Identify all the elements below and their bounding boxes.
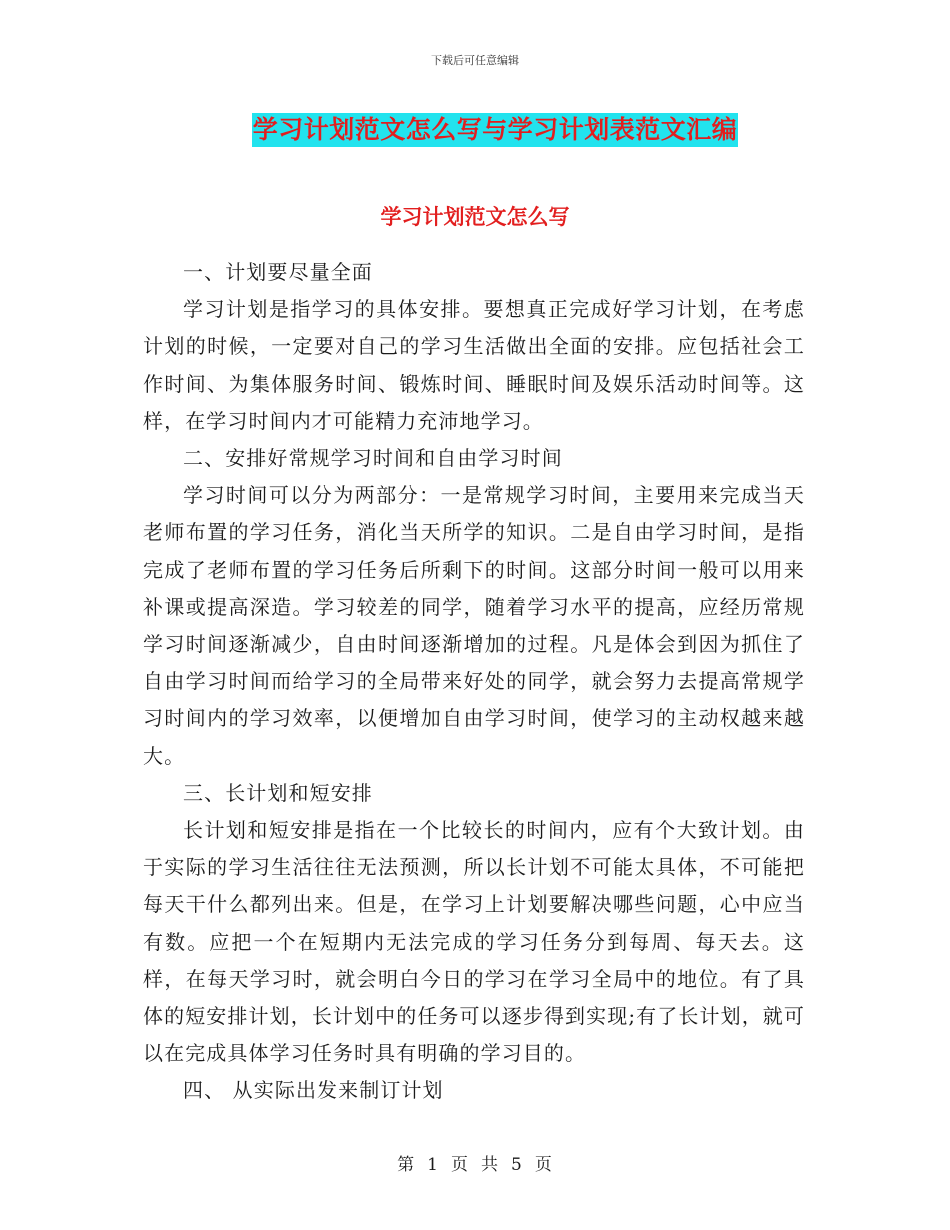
document-body	[143, 216, 805, 1110]
paragraph-heading-1: 一、计划要尽量全面	[183, 260, 373, 284]
footer-label-prefix: 第	[397, 1155, 416, 1175]
footer-label-mid: 页	[451, 1155, 469, 1175]
paragraph-heading-2: 二、安排好常规学习时间和自由学习时间	[183, 446, 563, 471]
paragraph-body-1: 学习计划是指学习的具体安排。要想真正完成好学习计划，在考虑计划的时候，一定要对自己的学习生活做出全面的安排。应包括社会工作时间、为集体服务时间、锻炼时间、睡眠时间及娱乐活动时间等。这样，在学习时间内才可能精力充沛地学习。	[143, 297, 805, 433]
paragraph-body-2: 学习时间可以分为两部分：一是常规学习时间，主要用来完成当天老师布置的学习任务，消化当天所学的知识。二是自由学习时间，是指完成了老师布置的学习任务后所剩下的时间。这部分时间一般可以用来补课或提高深造。学习较差的同学，随着学习水平的提高，应经历常规学习时间逐渐减少，自由时间逐渐增加的过程。凡是体会到因为抓住了自由学习时间而给学习的全局带来好处的同学，就会努力去提高常规学习时间内的学习效率，以便增加自由学习时间，使学习的主动权越来越大。	[143, 483, 805, 768]
section-title: 学习计划范文怎么写	[380, 204, 570, 229]
main-title-wrap	[0, 113, 950, 147]
paragraph-body-3: 长计划和短安排是指在一个比较长的时间内，应有个大致计划。由于实际的学习生活往往无法预测，所以长计划不可能太具体，不可能把每天干什么都列出来。但是，在学习上计划要解决哪些问题，心中应当有数。应把一个在短期内无法完成的学习任务分到每周、每天去。这样，在每天学习时，就会明白今日的学习在学习全局中的地位。有了具体的短安排计划，长计划中的任务可以逐步得到实现;有了长计划，就可以在完成具体学习任务时具有明确的学习目的。	[143, 818, 805, 1066]
main-title: 学习计划范文怎么写与学习计划表范文汇编	[252, 113, 739, 147]
footer-label-suffix: 页	[534, 1155, 553, 1175]
footer-current-page: 1	[427, 1155, 439, 1175]
header-note: 下载后可任意编辑	[431, 54, 519, 67]
page-footer	[0, 1153, 950, 1177]
footer-total-pages: 5	[511, 1155, 523, 1175]
paragraph-heading-3: 三、长计划和短安排	[183, 780, 373, 805]
footer-total-prefix: 共	[481, 1155, 499, 1175]
paragraph-heading-4: 四、 从实际出发来制订计划	[183, 1078, 444, 1103]
